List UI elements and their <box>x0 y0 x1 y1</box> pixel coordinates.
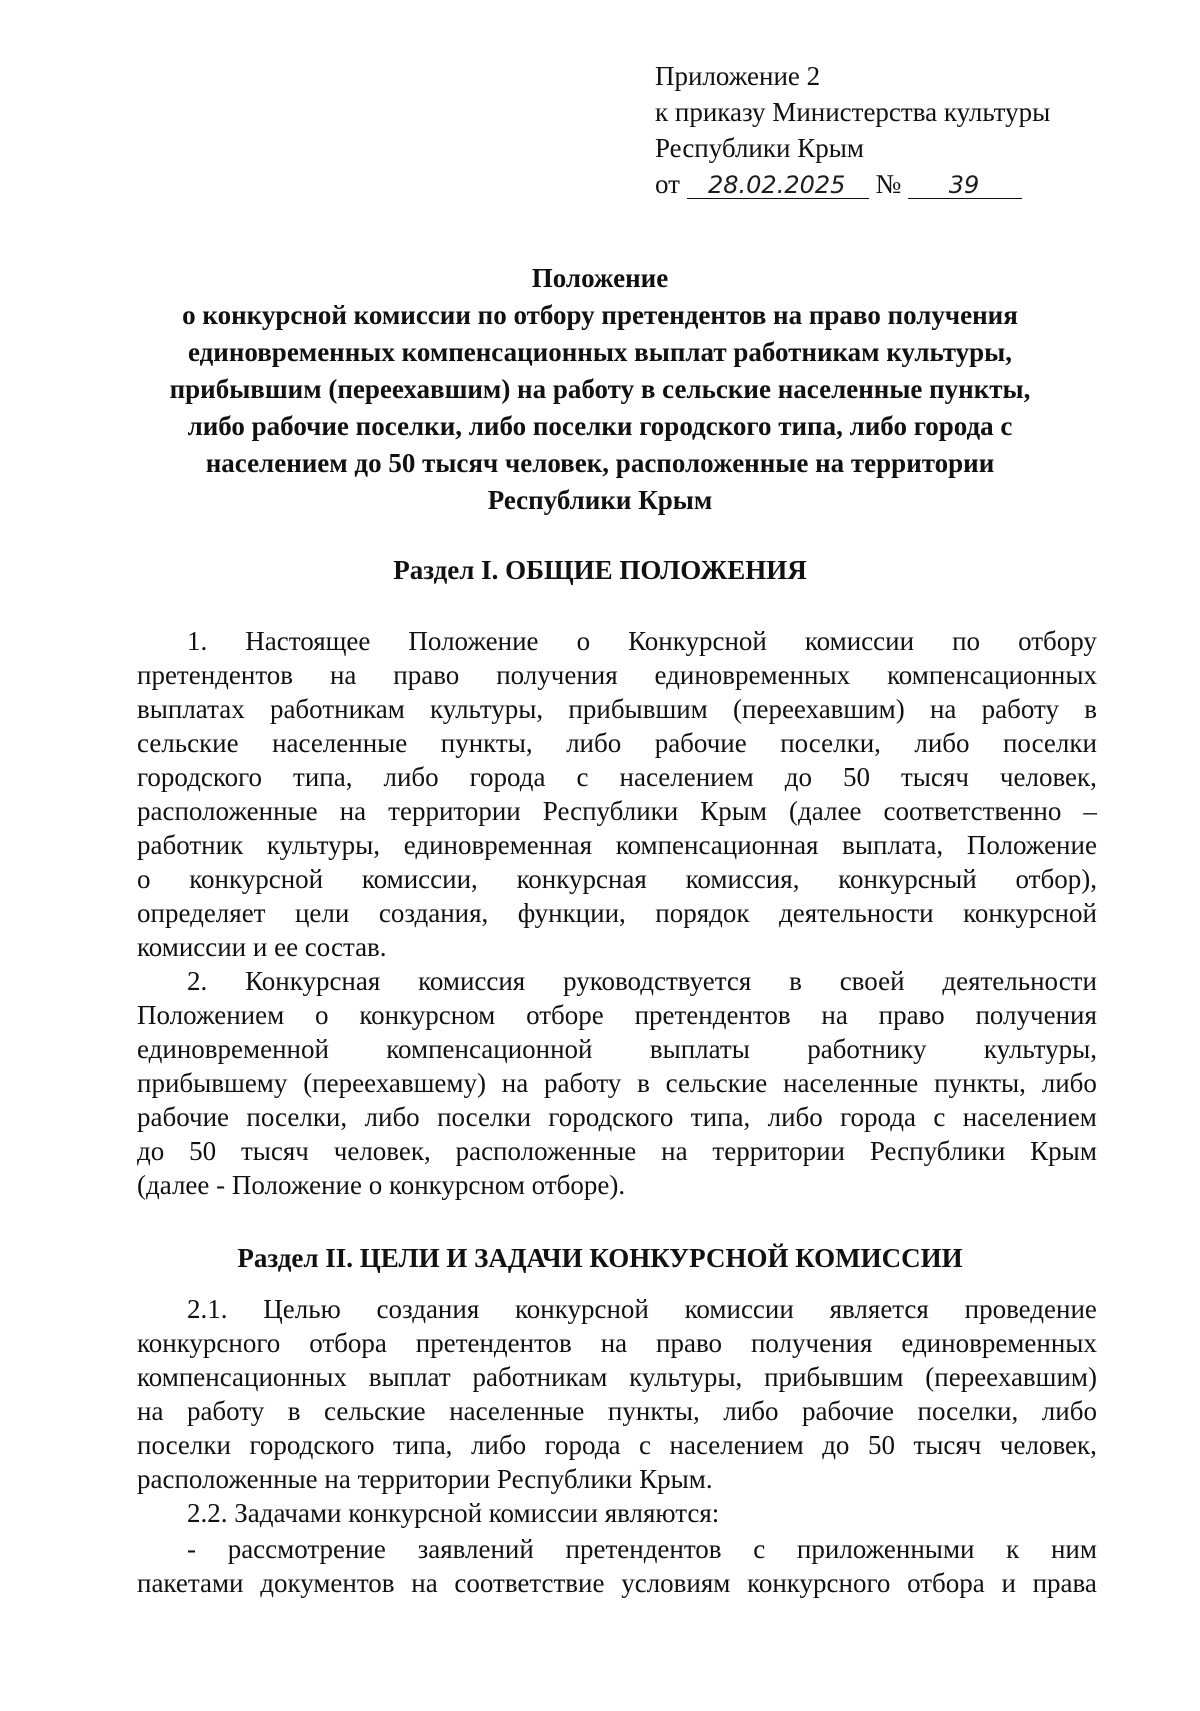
text-line <box>137 964 1097 998</box>
title-line: либо рабочие поселки, либо поселки городского типа, либо города с <box>187 411 1013 441</box>
word: порядок <box>655 898 750 928</box>
word: создания, <box>378 898 489 928</box>
word: проведение <box>964 1294 1097 1324</box>
text-line <box>137 624 1097 658</box>
word: Положение <box>408 626 539 656</box>
word: комиссии <box>684 1294 794 1324</box>
word: территории <box>712 1136 845 1166</box>
word: поселки <box>137 1430 231 1460</box>
word: конкурсной <box>963 898 1097 928</box>
word: на <box>821 1000 848 1030</box>
word: 2.1. <box>187 1294 228 1324</box>
word: тысяч <box>900 762 969 792</box>
word: и <box>1001 1568 1016 1598</box>
word: сельские <box>324 1396 426 1426</box>
word: компенсационных <box>137 1362 347 1392</box>
text-line <box>137 1360 1097 1394</box>
word: работник <box>137 830 244 860</box>
word: функции, <box>517 898 626 928</box>
word: комиссии <box>804 626 915 656</box>
word: либо <box>1041 1396 1097 1426</box>
word: соответственно <box>883 796 1062 826</box>
word: с <box>753 1534 766 1564</box>
word: права <box>1032 1568 1097 1598</box>
word: выплаты <box>649 1034 750 1064</box>
word: либо <box>767 1102 823 1132</box>
word: конкурсном <box>359 1000 496 1030</box>
word: поселки, <box>246 1102 348 1132</box>
word: право <box>878 1000 945 1030</box>
word: претендентов <box>634 1000 791 1030</box>
word: по <box>952 626 981 656</box>
word: о <box>576 626 591 656</box>
number-label: № <box>875 169 902 199</box>
word: (переехавшим) <box>925 1362 1097 1392</box>
word: либо <box>383 762 439 792</box>
word: тысяч <box>240 1136 309 1166</box>
word: тысяч <box>913 1430 982 1460</box>
word: города <box>840 1102 916 1132</box>
word: на <box>329 660 357 690</box>
word: территории <box>388 796 521 826</box>
word: на <box>411 1568 438 1598</box>
word: пункты, <box>440 728 533 758</box>
word: поселки, <box>917 1396 1019 1426</box>
word: в <box>637 1068 650 1098</box>
word: городского <box>137 762 262 792</box>
word: выплата, <box>842 830 944 860</box>
section-2-heading: Раздел II. ЦЕЛИ И ЗАДАЧИ КОНКУРСНОЙ КОМИССИИ <box>237 1243 963 1273</box>
handwritten-date: 28.02.2025 <box>687 172 869 199</box>
word: (переехавшему) <box>303 1068 486 1098</box>
word: определяет <box>137 898 266 928</box>
text-line <box>137 760 1097 794</box>
word: соответствие <box>454 1568 605 1598</box>
word: на <box>501 1068 529 1098</box>
word: Конкурсная <box>245 966 381 996</box>
word: отбору <box>1018 626 1097 656</box>
word: (далее <box>789 796 862 826</box>
word: единовременных <box>901 1328 1097 1358</box>
word: расположенные <box>137 796 318 826</box>
word: единовременных <box>654 660 851 690</box>
title-line: о конкурсной комиссии по отбору претендентов на право получения <box>182 300 1018 330</box>
word: на <box>929 694 957 724</box>
word: Республики <box>869 1136 1006 1166</box>
word: либо <box>566 728 622 758</box>
document-title <box>100 260 1100 519</box>
word: населением <box>962 1102 1097 1132</box>
word: культуры, <box>629 1362 743 1392</box>
text-line <box>137 1428 1097 1462</box>
word: человек, <box>999 762 1097 792</box>
word: прибывшему <box>137 1068 288 1098</box>
word: населенные <box>783 1068 919 1098</box>
word: деятельности <box>942 966 1097 996</box>
word: типа, <box>393 1430 453 1460</box>
word: своей <box>839 966 905 996</box>
word: претендентов <box>137 660 294 690</box>
word: либо <box>470 1430 527 1460</box>
word: комиссия <box>418 966 526 996</box>
word: на <box>661 1136 688 1166</box>
word: рассмотрение <box>227 1534 386 1564</box>
word: компенсационной <box>386 1034 593 1064</box>
word: работникам <box>472 1362 608 1392</box>
from-label: от <box>655 169 680 199</box>
word: – <box>1083 796 1097 826</box>
word: право <box>393 660 460 690</box>
text-line <box>137 1292 1097 1326</box>
word: Конкурсной <box>628 626 767 656</box>
word: 50 <box>189 1136 217 1166</box>
word: 50 <box>842 762 870 792</box>
section-2-paragraph-2 <box>137 1496 1097 1530</box>
word: сельские <box>665 1068 768 1098</box>
word: в <box>1084 694 1097 724</box>
text-line: 2.2. Задачами конкурсной комиссии являются: <box>187 1498 720 1528</box>
word: условиям <box>621 1568 731 1598</box>
text-line: (далее - Положение о конкурсном отборе). <box>137 1170 626 1200</box>
word: о <box>315 1000 329 1030</box>
word: - <box>187 1534 196 1564</box>
word: типа, <box>690 1102 751 1132</box>
word: в <box>789 966 802 996</box>
word: Настоящее <box>245 626 371 656</box>
word: пункты, <box>607 1396 700 1426</box>
appendix-label: Приложение 2 <box>655 61 821 91</box>
word: поселки <box>437 1102 532 1132</box>
word: рабочие <box>137 1102 230 1132</box>
word: расположенные <box>455 1136 637 1166</box>
text-line <box>137 1394 1097 1428</box>
appendix-header <box>655 58 1135 202</box>
text-line <box>137 1134 1097 1168</box>
word: работу <box>981 694 1059 724</box>
word: единовременной <box>137 1034 329 1064</box>
word: компенсационных <box>887 660 1097 690</box>
word: получения <box>750 1328 873 1358</box>
word: культуры, <box>430 694 544 724</box>
word: человек, <box>333 1136 431 1166</box>
word: с <box>933 1102 946 1132</box>
word: о <box>137 864 151 894</box>
text-line <box>137 862 1097 896</box>
word: претендентов <box>565 1534 722 1564</box>
word: работнику <box>807 1034 927 1064</box>
section-1-heading: Раздел I. ОБЩИЕ ПОЛОЖЕНИЯ <box>393 555 807 585</box>
word: конкурсный <box>838 864 977 894</box>
text-line <box>137 1566 1097 1600</box>
word: конкурсного <box>137 1328 281 1358</box>
title-line: единовременных компенсационных выплат работникам культуры, <box>188 337 1012 367</box>
word: компенсационная <box>615 830 819 860</box>
word: поселки, <box>780 728 881 758</box>
word: приложенными <box>796 1534 975 1564</box>
word: культуры, <box>983 1034 1097 1064</box>
word: конкурсная <box>516 864 647 894</box>
word: выплатах <box>137 694 245 724</box>
text-line <box>137 828 1097 862</box>
text-line <box>137 1326 1097 1360</box>
word: либо <box>364 1102 420 1132</box>
word: цели <box>294 898 350 928</box>
text-line <box>137 692 1097 726</box>
word: Крым <box>700 796 768 826</box>
word: городского <box>249 1430 375 1460</box>
word: пакетами <box>137 1568 244 1598</box>
word: на <box>339 796 367 826</box>
word: населением <box>619 762 754 792</box>
word: (переехавшим) <box>733 694 905 724</box>
word: к <box>1006 1534 1020 1564</box>
word: населенные <box>272 728 408 758</box>
text-line <box>137 658 1097 692</box>
word: комиссии, <box>361 864 478 894</box>
title-line: Республики Крым <box>487 485 713 515</box>
text-line <box>137 794 1097 828</box>
word: работу <box>543 1068 622 1098</box>
word: с <box>639 1430 651 1460</box>
word: либо <box>1041 1068 1097 1098</box>
word: до <box>822 1430 850 1460</box>
word: прибывшим <box>568 694 708 724</box>
word: отбора <box>907 1568 985 1598</box>
word: пункты, <box>934 1068 1026 1098</box>
word: единовременная <box>403 830 593 860</box>
word: работникам <box>269 694 405 724</box>
text-line <box>137 998 1097 1032</box>
word: Положение <box>966 830 1097 860</box>
text-line: комиссии и ее состав. <box>137 932 387 962</box>
word: рабочие <box>654 728 747 758</box>
word: претендентов <box>415 1328 572 1358</box>
word: создания <box>376 1294 480 1324</box>
word: получения <box>975 1000 1097 1030</box>
word: документов <box>260 1568 395 1598</box>
order-date-number-line <box>655 166 1135 202</box>
word: комиссия, <box>685 864 800 894</box>
word: в <box>287 1396 301 1426</box>
word: с <box>576 762 589 792</box>
word: прибывшим <box>764 1362 904 1392</box>
word: заявлений <box>417 1534 534 1564</box>
word: получения <box>496 660 618 690</box>
word: сельские <box>137 728 239 758</box>
word: культуры, <box>266 830 381 860</box>
word: право <box>656 1328 723 1358</box>
title-line: населением до 50 тысяч человек, расположенные на территории <box>205 448 995 478</box>
word: ним <box>1050 1534 1097 1564</box>
word: на <box>137 1396 164 1426</box>
word: человек, <box>999 1430 1097 1460</box>
text-line <box>137 726 1097 760</box>
word: 2. <box>187 966 208 996</box>
word: конкурсного <box>747 1568 891 1598</box>
text-line <box>137 1032 1097 1066</box>
word: выплат <box>368 1362 451 1392</box>
word: рабочие <box>801 1396 895 1426</box>
word: городского <box>548 1102 674 1132</box>
word: населенные <box>449 1396 585 1426</box>
word: руководствуется <box>563 966 752 996</box>
word: 1. <box>187 626 208 656</box>
section-1-paragraph-1 <box>137 624 1097 964</box>
word: на <box>600 1328 628 1358</box>
word: конкурсной <box>189 864 324 894</box>
order-reference: к приказу Министерства культуры <box>655 97 1051 127</box>
section-2-paragraph-3 <box>137 1532 1097 1600</box>
text-line <box>137 896 1097 930</box>
word: отборе <box>526 1000 604 1030</box>
word: до <box>784 762 812 792</box>
word: Республики <box>542 796 679 826</box>
word: является <box>829 1294 929 1324</box>
word: 50 <box>867 1430 895 1460</box>
word: города <box>544 1430 621 1460</box>
word: отбор), <box>1015 864 1097 894</box>
word: Целью <box>263 1294 341 1324</box>
word: либо <box>914 728 970 758</box>
word: поселки <box>1002 728 1097 758</box>
word: до <box>137 1136 165 1166</box>
word: населением <box>669 1430 804 1460</box>
text-line: расположенные на территории Республики Крым. <box>137 1464 713 1494</box>
word: города <box>469 762 546 792</box>
title-line: прибывшим (переехавшим) на работу в сельские населенные пункты, <box>169 374 1031 404</box>
handwritten-number: 39 <box>908 172 1022 199</box>
text-line <box>137 1066 1097 1100</box>
word: отбора <box>309 1328 387 1358</box>
word: работу <box>186 1396 265 1426</box>
section-1-paragraph-2 <box>137 964 1097 1202</box>
title-line: Положение <box>531 263 669 293</box>
word: Крым <box>1030 1136 1097 1166</box>
section-2-paragraph-1 <box>137 1292 1097 1496</box>
word: либо <box>723 1396 779 1426</box>
word: типа, <box>293 762 353 792</box>
word: Положением <box>137 1000 285 1030</box>
text-line <box>137 1532 1097 1566</box>
ministry-region: Республики Крым <box>655 133 864 163</box>
word: конкурсной <box>515 1294 649 1324</box>
text-line <box>137 1100 1097 1134</box>
word: деятельности <box>779 898 934 928</box>
